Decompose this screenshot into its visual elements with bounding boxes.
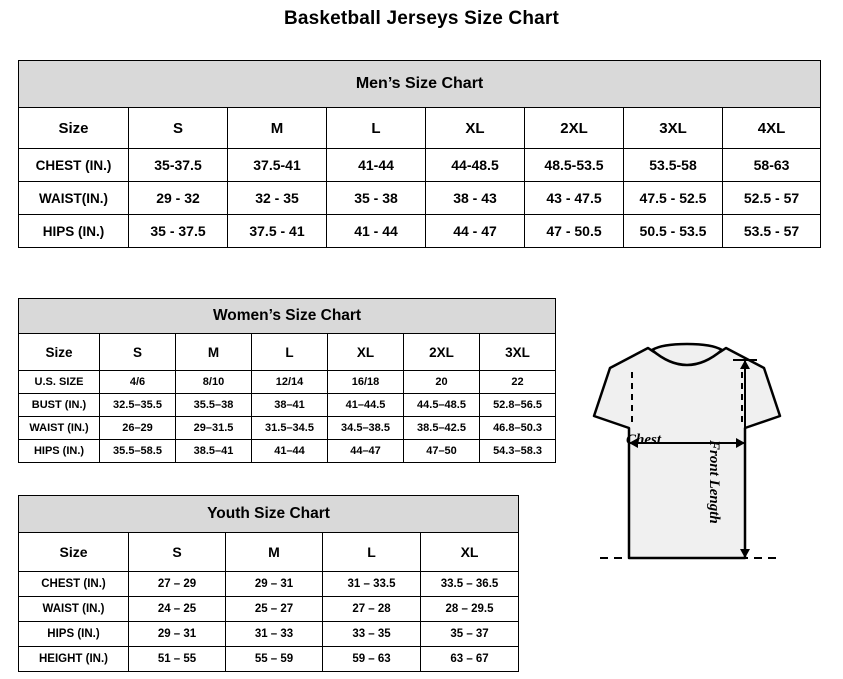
cell: 58-63 (723, 149, 821, 182)
cell: 41–44.5 (328, 394, 404, 417)
youth-size-chart-table (18, 495, 519, 672)
cell: 53.5-58 (624, 149, 723, 182)
row-label: WAIST (IN.) (19, 417, 100, 440)
cell: 12/14 (252, 371, 328, 394)
cell: 29 – 31 (129, 622, 226, 647)
jersey-shirt-icon (540, 330, 835, 660)
row-label: HIPS (IN.) (19, 622, 129, 647)
row-label: WAIST(IN.) (19, 182, 129, 215)
mens-chart-title: Men’s Size Chart (19, 61, 821, 108)
cell: 27 – 29 (129, 572, 226, 597)
mens-col-header: XL (426, 108, 525, 149)
youth-col-header: XL (421, 533, 519, 572)
table-row (19, 215, 821, 248)
chest-label: Chest (626, 432, 662, 448)
cell: 44 - 47 (426, 215, 525, 248)
cell: 4/6 (100, 371, 176, 394)
womens-col-header: Size (19, 334, 100, 371)
cell: 35 – 37 (421, 622, 519, 647)
mens-col-header: 2XL (525, 108, 624, 149)
womens-col-header: M (176, 334, 252, 371)
cell: 63 – 67 (421, 647, 519, 672)
cell: 16/18 (328, 371, 404, 394)
mens-size-chart-table (18, 60, 821, 248)
cell: 35 - 38 (327, 182, 426, 215)
shirt-outline (594, 348, 780, 558)
table-row (19, 440, 556, 463)
youth-chart-title: Youth Size Chart (19, 496, 519, 533)
youth-header-row (19, 533, 519, 572)
cell: 51 – 55 (129, 647, 226, 672)
row-label: WAIST (IN.) (19, 597, 129, 622)
cell: 35 - 37.5 (129, 215, 228, 248)
cell: 44-48.5 (426, 149, 525, 182)
cell: 41-44 (327, 149, 426, 182)
table-row (19, 149, 821, 182)
cell: 22 (480, 371, 556, 394)
cell: 41–44 (252, 440, 328, 463)
cell: 52.5 - 57 (723, 182, 821, 215)
cell: 28 – 29.5 (421, 597, 519, 622)
cell: 44.5–48.5 (404, 394, 480, 417)
cell: 35.5–38 (176, 394, 252, 417)
row-label: HIPS (IN.) (19, 440, 100, 463)
cell: 48.5-53.5 (525, 149, 624, 182)
cell: 8/10 (176, 371, 252, 394)
row-label: BUST (IN.) (19, 394, 100, 417)
mens-col-header: S (129, 108, 228, 149)
cell: 47.5 - 52.5 (624, 182, 723, 215)
cell: 33.5 – 36.5 (421, 572, 519, 597)
table-row (19, 394, 556, 417)
youth-col-header: L (323, 533, 421, 572)
cell: 29 - 32 (129, 182, 228, 215)
cell: 35.5–58.5 (100, 440, 176, 463)
table-row (19, 647, 519, 672)
cell: 47 - 50.5 (525, 215, 624, 248)
cell: 31.5–34.5 (252, 417, 328, 440)
cell: 34.5–38.5 (328, 417, 404, 440)
front-length-label: Front Length (706, 440, 722, 524)
cell: 33 – 35 (323, 622, 421, 647)
cell: 31 – 33.5 (323, 572, 421, 597)
cell: 38.5–42.5 (404, 417, 480, 440)
cell: 29 – 31 (226, 572, 323, 597)
cell: 54.3–58.3 (480, 440, 556, 463)
youth-chart-title-row (19, 496, 519, 533)
youth-col-header: M (226, 533, 323, 572)
mens-col-header: 3XL (624, 108, 723, 149)
row-label: U.S. SIZE (19, 371, 100, 394)
cell: 32.5–35.5 (100, 394, 176, 417)
cell: 52.8–56.5 (480, 394, 556, 417)
table-row (19, 572, 519, 597)
womens-col-header: L (252, 334, 328, 371)
table-row (19, 371, 556, 394)
cell: 38 - 43 (426, 182, 525, 215)
womens-col-header: 2XL (404, 334, 480, 371)
cell: 29–31.5 (176, 417, 252, 440)
youth-col-header: Size (19, 533, 129, 572)
cell: 38.5–41 (176, 440, 252, 463)
cell: 37.5-41 (228, 149, 327, 182)
cell: 25 – 27 (226, 597, 323, 622)
cell: 26–29 (100, 417, 176, 440)
mens-col-header: Size (19, 108, 129, 149)
cell: 44–47 (328, 440, 404, 463)
cell: 50.5 - 53.5 (624, 215, 723, 248)
table-row (19, 182, 821, 215)
cell: 46.8–50.3 (480, 417, 556, 440)
womens-col-header: S (100, 334, 176, 371)
mens-col-header: 4XL (723, 108, 821, 149)
mens-header-row (19, 108, 821, 149)
cell: 35-37.5 (129, 149, 228, 182)
row-label: HEIGHT (IN.) (19, 647, 129, 672)
womens-size-chart-table (18, 298, 556, 463)
cell: 41 - 44 (327, 215, 426, 248)
table-row (19, 597, 519, 622)
mens-chart-title-row (19, 61, 821, 108)
row-label: CHEST (IN.) (19, 572, 129, 597)
cell: 24 – 25 (129, 597, 226, 622)
row-label: CHEST (IN.) (19, 149, 129, 182)
cell: 55 – 59 (226, 647, 323, 672)
cell: 53.5 - 57 (723, 215, 821, 248)
youth-col-header: S (129, 533, 226, 572)
cell: 31 – 33 (226, 622, 323, 647)
page-title: Basketball Jerseys Size Chart (283, 8, 560, 29)
cell: 38–41 (252, 394, 328, 417)
womens-col-header: XL (328, 334, 404, 371)
womens-chart-title: Women’s Size Chart (19, 299, 556, 334)
jersey-measurement-diagram (540, 330, 835, 660)
mens-col-header: M (228, 108, 327, 149)
row-label: HIPS (IN.) (19, 215, 129, 248)
table-row (19, 622, 519, 647)
cell: 32 - 35 (228, 182, 327, 215)
mens-col-header: L (327, 108, 426, 149)
cell: 27 – 28 (323, 597, 421, 622)
cell: 47–50 (404, 440, 480, 463)
womens-header-row (19, 334, 556, 371)
cell: 43 - 47.5 (525, 182, 624, 215)
table-row (19, 417, 556, 440)
cell: 37.5 - 41 (228, 215, 327, 248)
cell: 20 (404, 371, 480, 394)
cell: 59 – 63 (323, 647, 421, 672)
womens-col-header: 3XL (480, 334, 556, 371)
womens-chart-title-row (19, 299, 556, 334)
